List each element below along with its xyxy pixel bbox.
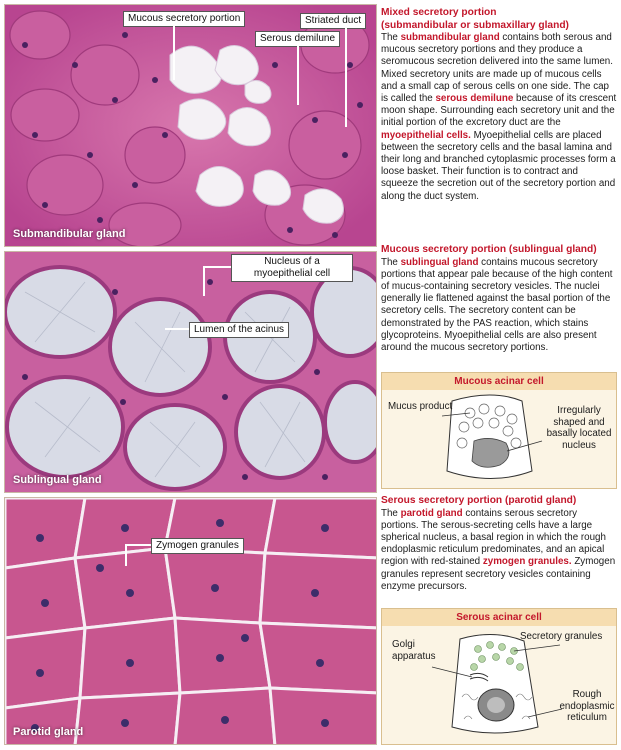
inset-mucous-acinar-cell (381, 372, 617, 489)
parotid-micrograph (4, 497, 377, 745)
text-run: The (381, 32, 401, 43)
callout-myoepithelial-nucleus: Nucleus of a myoepithelial cell (231, 254, 353, 282)
text-run: because of its crescent moon shape. Surrounding each secretory unit and the initial portion of the excretory duct are the (381, 93, 617, 129)
label-golgi-apparatus: Golgi apparatus (392, 639, 436, 662)
text-run: The (381, 507, 401, 519)
callout-serous-demilune: Serous demilune (255, 31, 340, 47)
term-submandibular-gland: submandibular gland (400, 32, 500, 43)
label-secretory-granules: Secretory granules (520, 631, 603, 642)
text-run: Zymogen granules represent secretory vesicles containing enzyme precursors. (381, 556, 616, 592)
text-run: Myoepithelial cells are placed between the secretory cells and the basal lamina and their long and branched cytoplasmic processes form a loose basket. Their function is to contract and squeeze the secretion out of the secretory portion and along the duct system. (381, 129, 616, 202)
label-mucus-product: Mucus product (388, 401, 453, 412)
leader-line (203, 266, 231, 268)
section-paragraph (381, 508, 617, 593)
leader-line (297, 45, 299, 105)
section-serous-secretory (381, 495, 617, 593)
section-heading: Mucous secretory portion (sublingual gland) (381, 244, 597, 255)
leader-line (125, 544, 127, 566)
leader-line (173, 25, 175, 80)
term-parotid-gland: parotid gland (400, 507, 463, 519)
leader-line (125, 544, 151, 546)
callout-zymogen-granules: Zymogen granules (151, 538, 244, 554)
term-sublingual-gland: sublingual gland (400, 256, 479, 268)
section-heading: Mixed secretory portion (381, 7, 497, 18)
section-heading: Serous secretory portion (parotid gland) (381, 495, 577, 506)
label-nucleus: Irregularly shaped and basally located nucleus (546, 405, 612, 451)
label-rough-er: Rough endoplasmic reticulum (559, 689, 615, 723)
text-run: contains mucous secretory portions that appear pale because of the high content of mucus-containing secretory vesicles. The nuclei generally lie flattened against the basal portion of the secretory cells. The secretory content can be demonstrated by the PAS reaction, which stains glycoproteins. Myoepithelial cells are also present around the mucous secretory portions. (381, 256, 613, 353)
callout-mucous-secretory-portion: Mucous secretory portion (123, 11, 245, 27)
leader-line (165, 328, 189, 330)
term-serous-demilune: serous demilune (435, 93, 514, 105)
panel-title-submandibular: Submandibular gland (13, 228, 126, 240)
callout-striated-duct: Striated duct (300, 13, 366, 29)
leader-line (345, 27, 347, 127)
term-myoepithelial-cells: myoepithelial cells. (381, 129, 471, 141)
section-paragraph (381, 32, 617, 203)
panel-title-sublingual: Sublingual gland (13, 474, 102, 486)
section-subheading: (submandibular or submaxillary gland) (381, 19, 569, 31)
text-run: contains both serous and mucous secretory portions and they produce a seromucous secretion delivered into the same lumen. Mixed secretory units are made up of mucous cells and a small cap of serous cells on one side. The cap is called the (381, 32, 613, 105)
section-mixed-secretory (381, 7, 617, 203)
leader-line (203, 266, 205, 296)
term-zymogen-granules: zymogen granules. (482, 556, 572, 568)
callout-lumen-of-acinus: Lumen of the acinus (189, 322, 289, 338)
panel-title-parotid: Parotid gland (13, 726, 84, 738)
inset-title: Serous acinar cell (382, 609, 616, 626)
text-run: The (381, 256, 401, 268)
section-mucous-secretory (381, 244, 617, 354)
inset-title: Mucous acinar cell (382, 373, 616, 390)
sublingual-micrograph (4, 251, 377, 493)
section-paragraph (381, 257, 617, 355)
inset-serous-acinar-cell (381, 608, 617, 745)
text-run: contains serous secretory portions. The serous-secreting cells have a large spherical nucleus, a basal region in which the rough endoplasmic reticulum predominates, and an apical region with red-stained (381, 507, 606, 568)
submandibular-micrograph (4, 4, 377, 247)
